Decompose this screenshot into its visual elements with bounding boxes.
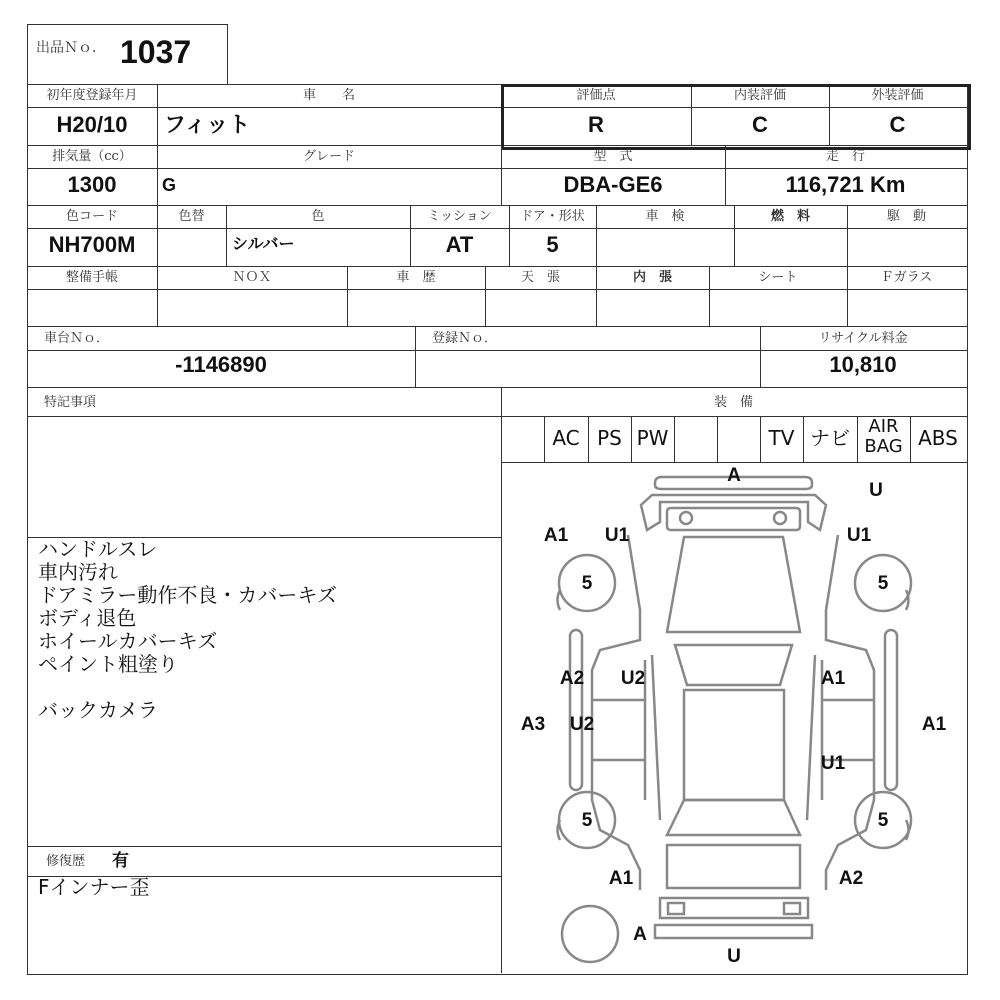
- score-label: 評価点: [576, 88, 616, 103]
- color-code-label: 色コード: [65, 209, 118, 224]
- mark-tire-fr: 5: [877, 573, 889, 594]
- doors: 5: [546, 232, 559, 257]
- equipment-tv: TV: [768, 426, 795, 450]
- doors-label: ドア・形状: [520, 209, 585, 224]
- color-change-label: 色替: [178, 209, 205, 224]
- mark-left-side-u: U2: [569, 714, 595, 735]
- front-glass-label: Ｆガラス: [880, 270, 933, 285]
- mark-rear-left: A1: [608, 868, 634, 889]
- equipment-ac: AC: [552, 426, 580, 450]
- grade-label: グレード: [302, 149, 355, 164]
- equipment-abs: ABS: [918, 426, 958, 450]
- mark-front-top: A: [727, 465, 741, 486]
- model-type-label: 型 式: [593, 149, 633, 164]
- color-label: 色: [311, 209, 325, 224]
- mark-front-left-fender-a: A1: [543, 525, 569, 546]
- equipment-navi: ナビ: [810, 426, 850, 450]
- equipment-label: 装 備: [713, 395, 753, 410]
- inspection-label: 車 検: [645, 209, 685, 224]
- interior-rating: C: [752, 112, 768, 137]
- note-line: ホイールカバーキズ: [38, 629, 218, 653]
- headliner-label: 天 張: [520, 270, 560, 285]
- grade: G: [162, 175, 177, 195]
- equipment-pw: PW: [636, 426, 669, 450]
- transmission: AT: [445, 232, 474, 257]
- equipment-airbag: AIR BAG: [864, 416, 903, 457]
- mark-rear-bottom-a: A: [633, 924, 647, 945]
- seat-label: シート: [758, 270, 798, 285]
- lot-number: 1037: [120, 34, 192, 70]
- note-line: ハンドルスレ: [38, 537, 158, 561]
- notes-label: 特記事項: [44, 395, 97, 410]
- mark-right-side-a: A1: [921, 714, 947, 735]
- mark-right-rear-door: U1: [820, 753, 846, 774]
- fuel-label: 燃 料: [770, 209, 810, 224]
- recycle-fee: 10,810: [829, 352, 897, 377]
- mark-front-left-fender-u: U1: [604, 525, 630, 546]
- interior-trim-label: 内 張: [632, 270, 672, 285]
- model-type: DBA-GE6: [563, 172, 663, 197]
- drive-label: 駆 動: [886, 209, 926, 224]
- equipment-ps: PS: [597, 426, 622, 450]
- registration-number-label: 登録Ｎｏ．: [432, 331, 498, 346]
- first-registration-label: 初年度登録年月: [46, 88, 138, 103]
- color-code: NH700M: [48, 232, 136, 257]
- mark-front-right-fender: U1: [846, 525, 872, 546]
- exterior-rating: C: [889, 112, 906, 137]
- color: シルバー: [232, 236, 295, 253]
- mark-right-door-a: A1: [820, 668, 846, 689]
- note-line: ボディ退色: [38, 606, 137, 630]
- displacement-label: 排気量（cc）: [52, 149, 132, 164]
- repair-detail: Fインナー歪: [38, 875, 150, 899]
- note-line: 車内汚れ: [38, 560, 118, 584]
- vehicle-history-label: 車 歴: [396, 270, 436, 285]
- note-line: バックカメラ: [38, 698, 158, 722]
- recycle-fee-label: リサイクル料金: [818, 331, 908, 346]
- mileage-label: 走 行: [825, 149, 865, 164]
- score: R: [588, 112, 604, 137]
- mark-tire-rl: 5: [581, 810, 593, 831]
- exterior-rating-label: 外装評価: [871, 88, 924, 103]
- model-name-label: 車 名: [302, 88, 355, 103]
- repair-history: 有: [112, 851, 129, 870]
- nox-label: ＮＯＸ: [232, 270, 272, 285]
- mark-left-door-u: U2: [620, 668, 646, 689]
- repair-history-label: 修復歴: [46, 854, 86, 869]
- interior-rating-label: 内装評価: [733, 88, 786, 103]
- lot-number-label: 出品Ｎｏ．: [36, 40, 106, 56]
- mark-tire-fl: 5: [581, 573, 593, 594]
- mark-tire-rr: 5: [877, 810, 889, 831]
- chassis-number-label: 車台Ｎｏ．: [44, 331, 110, 346]
- note-line: ドアミラー動作不良・カバーキズ: [38, 583, 337, 607]
- mark-front-right: U: [869, 480, 883, 501]
- mark-left-side-a: A3: [520, 714, 546, 735]
- chassis-number: -1146890: [175, 352, 267, 377]
- first-registration: H20/10: [56, 112, 128, 137]
- mark-rear-right: A2: [838, 868, 864, 889]
- maintenance-record-label: 整備手帳: [65, 270, 118, 285]
- mileage: 116,721 Km: [785, 172, 906, 197]
- note-line: ペイント粗塗り: [38, 652, 178, 676]
- mark-rear-bottom-u: U: [727, 946, 741, 967]
- mark-left-door-a: A2: [559, 668, 585, 689]
- displacement: 1300: [67, 172, 117, 197]
- transmission-label: ミッション: [427, 209, 492, 224]
- model-name: フィット: [164, 112, 251, 137]
